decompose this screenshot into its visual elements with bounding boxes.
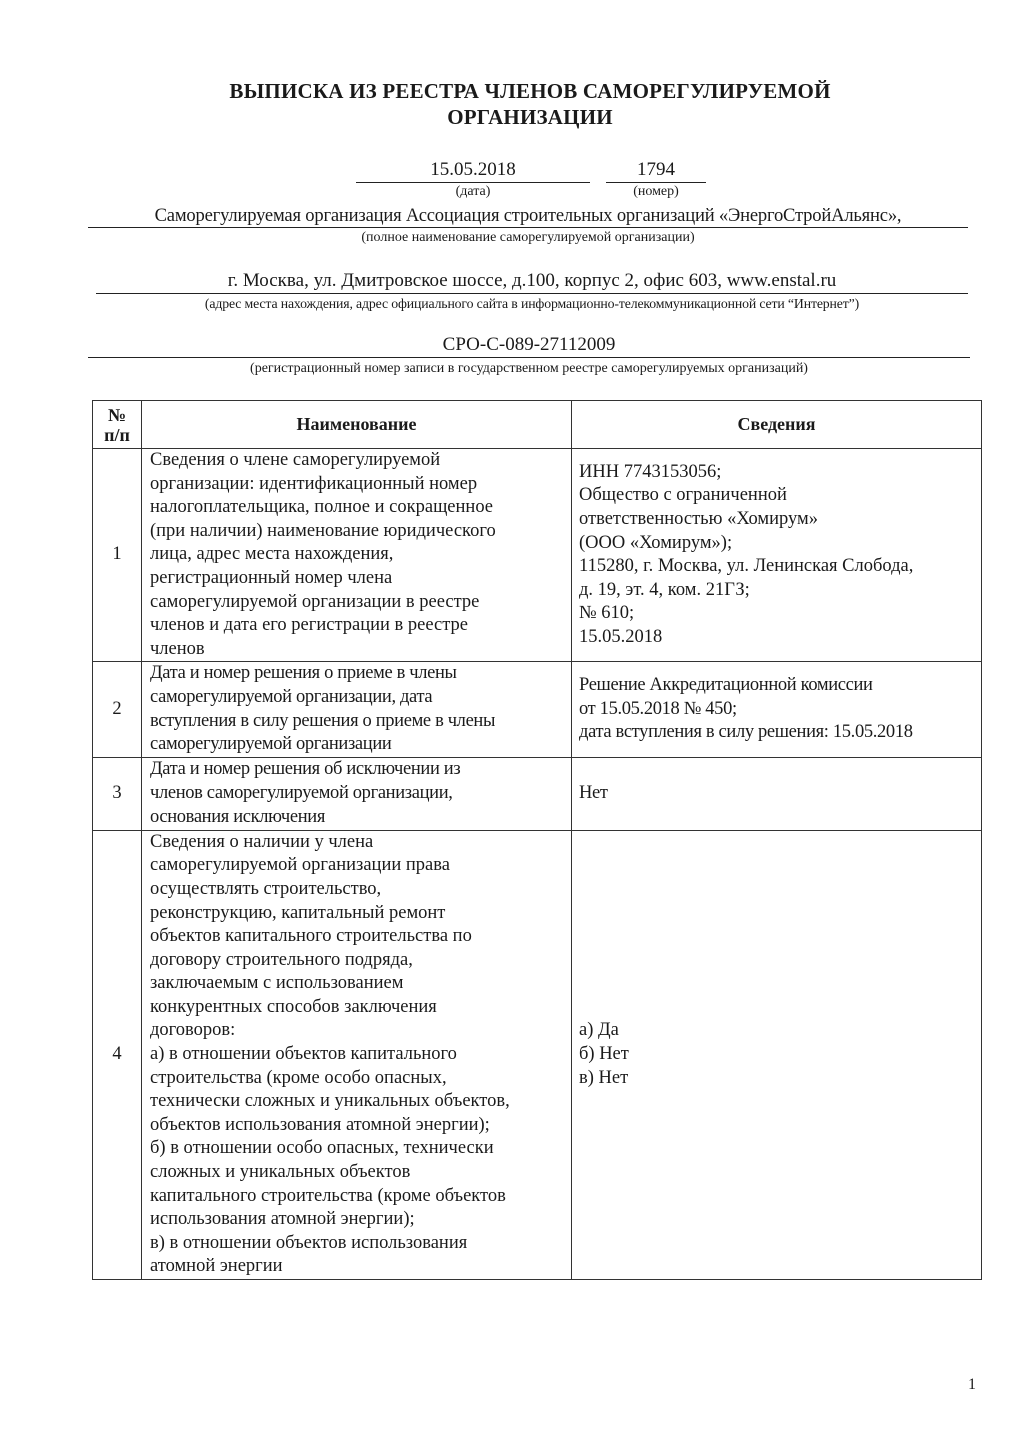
row-info-line: д. 19, эт. 4, ком. 21ГЗ; (579, 579, 750, 600)
header-number-line1: № (107, 404, 127, 425)
table-row (93, 449, 982, 662)
row-number: 3 (93, 757, 142, 830)
number-field: 1794 (606, 158, 706, 183)
org-name-field: Саморегулируемая организация Ассоциация строительных организаций «ЭнергоСтройАльянс», (88, 204, 968, 228)
row-name-line: договоров: (150, 1020, 236, 1041)
number-caption: (номер) (633, 184, 679, 199)
row-name-line: Дата и номер решения об исключении из (150, 759, 461, 780)
row-name-line: реконструкцию, капитальный ремонт (150, 902, 446, 923)
row-info-line: Нет (579, 782, 608, 803)
address-field: г. Москва, ул. Дмитровское шоссе, д.100, корпус 2, офис 603, www.enstal.ru (96, 268, 968, 294)
registry-table (92, 400, 982, 1280)
row-name-line: заключаемым с использованием (150, 973, 404, 994)
header-number (93, 401, 142, 449)
row-name-line: осуществлять строительство, (150, 878, 382, 899)
row-name-line: вступления в силу решения о приеме в члены (150, 710, 496, 731)
row-name-line: основания исключения (150, 806, 325, 827)
row-info-line: а) Да (579, 1020, 619, 1041)
row-name-line: б) в отношении особо опасных, технически (150, 1138, 494, 1159)
row-info-line: 15.05.2018 (579, 626, 663, 647)
row-info-line: (ООО «Хомирум»); (579, 532, 733, 553)
row-name-line: конкурентных способов заключения (150, 996, 437, 1017)
address-caption: (адрес места нахождения, адрес официального сайта в информационно-телекоммуникационной сети “Интернет”) (204, 296, 860, 311)
row-name-line: саморегулируемой организации права (150, 855, 450, 876)
row-name-line: Дата и номер решения о приеме в члены (150, 663, 457, 684)
row-name-line: членов саморегулируемой организации, (150, 782, 453, 803)
row-name (142, 757, 572, 830)
date-caption: (дата) (455, 184, 491, 199)
row-number: 4 (93, 830, 142, 1279)
row-name-line: капитального строительства (кроме объектов (150, 1185, 506, 1206)
row-info-line: ИНН 7743153056; (579, 461, 722, 482)
sro-reg-number-caption: (регистрационный номер записи в государственном реестре саморегулируемых организаций) (250, 361, 808, 376)
row-name-line: технически сложных и уникальных объектов, (150, 1091, 510, 1112)
row-name (142, 662, 572, 757)
row-name (142, 830, 572, 1279)
table-row (93, 830, 982, 1279)
row-name (142, 449, 572, 662)
header-info: Сведения (572, 401, 982, 449)
row-name-line: саморегулируемой организации, дата (150, 686, 433, 707)
row-name-line: объектов капитального строительства по (150, 926, 472, 947)
row-name-line: а) в отношении объектов капитального (150, 1044, 457, 1065)
row-name-line: регистрационный номер члена (150, 567, 393, 588)
row-name-line: членов (150, 638, 205, 659)
table-row (93, 757, 982, 830)
row-name-line: Сведения о члене саморегулируемой (150, 450, 441, 470)
table-header-row (93, 401, 982, 449)
row-info-line: в) Нет (579, 1067, 629, 1088)
row-info (572, 830, 982, 1279)
row-name-line: объектов использования атомной энергии); (150, 1114, 490, 1135)
title-line-2: ОРГАНИЗАЦИИ (447, 105, 613, 129)
row-name-line: (при наличии) наименование юридического (150, 520, 496, 541)
row-info-line: № 610; (579, 603, 635, 624)
row-info-line: от 15.05.2018 № 450; (579, 698, 737, 719)
row-name-line: лица, адрес места нахождения, (150, 544, 394, 565)
row-name-line: сложных и уникальных объектов (150, 1162, 411, 1183)
row-name-line: саморегулируемой организации (150, 734, 392, 755)
row-name-line: строительства (кроме особо опасных, (150, 1067, 447, 1088)
row-info-line: б) Нет (579, 1044, 629, 1065)
row-info-line: ответственностью «Хомирум» (579, 508, 818, 529)
title-line-1: ВЫПИСКА ИЗ РЕЕСТРА ЧЛЕНОВ САМОРЕГУЛИРУЕМОЙ (229, 79, 831, 103)
org-name-caption: (полное наименование саморегулируемой организации) (361, 230, 695, 245)
header-number-line2: п/п (104, 424, 130, 445)
row-name-line: в) в отношении объектов использования (150, 1232, 468, 1253)
date-field: 15.05.2018 (356, 158, 590, 183)
row-number: 1 (93, 449, 142, 662)
header-name: Наименование (142, 401, 572, 449)
row-name-line: договору строительного подряда, (150, 949, 413, 970)
sro-reg-number-field: СРО-С-089-27112009 (88, 333, 970, 358)
row-name-line: членов и дата его регистрации в реестре (150, 615, 469, 636)
row-number: 2 (93, 662, 142, 757)
row-name-line: налогоплательщика, полное и сокращенное (150, 497, 494, 518)
row-info-line: 115280, г. Москва, ул. Ленинская Слобода, (579, 556, 914, 577)
document-title (0, 78, 1024, 130)
row-name-line: организации: идентификационный номер (150, 473, 478, 494)
row-name-line: Сведения о наличии у члена (150, 831, 374, 852)
row-name-line: атомной энергии (150, 1256, 283, 1277)
page-number: 1 (968, 1376, 976, 1393)
row-info-line: Решение Аккредитационной комиссии (579, 675, 873, 696)
table-row (93, 662, 982, 757)
row-info-line: дата вступления в силу решения: 15.05.2018 (579, 722, 913, 743)
row-info (572, 757, 982, 830)
row-name-line: саморегулируемой организации в реестре (150, 591, 480, 612)
row-info (572, 662, 982, 757)
row-info (572, 449, 982, 662)
row-name-line: использования атомной энергии); (150, 1209, 415, 1230)
row-info-line: Общество с ограниченной (579, 485, 787, 506)
